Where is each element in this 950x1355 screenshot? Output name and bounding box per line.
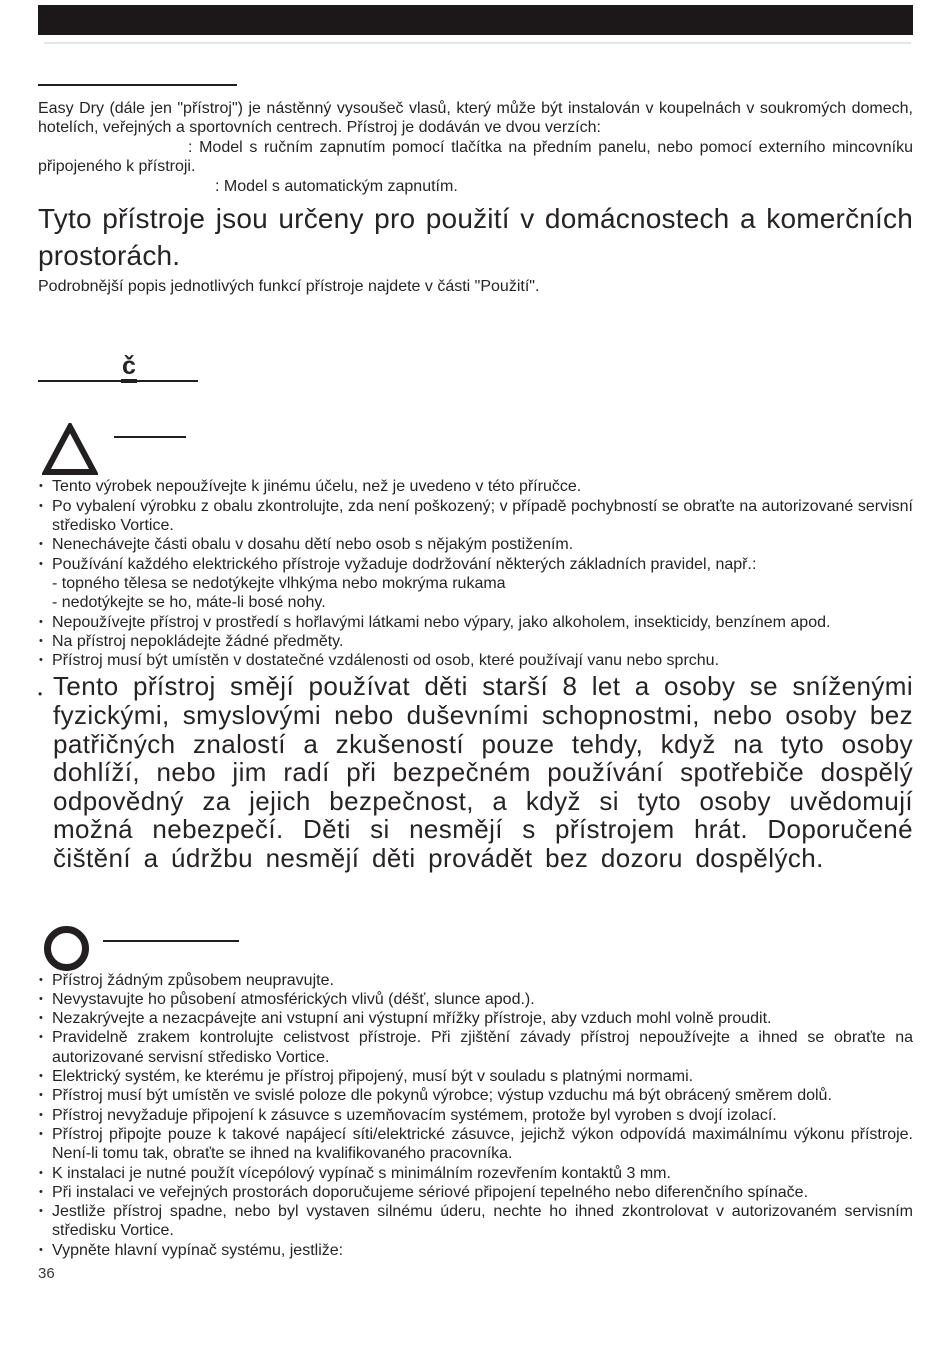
list-item-text: K instalaci je nutné použít vícepólový vypínač s minimálním rozevřením kontaktů 3 mm. — [52, 1164, 671, 1182]
list-subitem: - topného tělesa se nedotýkejte vlhkýma nebo mokrýma rukama — [52, 574, 506, 592]
list-item — [38, 1164, 913, 1183]
safety-heading — [38, 351, 198, 383]
model-auto-line: : Model s automatickým zapnutím. — [215, 177, 458, 195]
list-item — [38, 613, 913, 632]
list-item-text: Používání každého elektrického přístroje vyžaduje dodržování některých základních pravidel, např.: — [52, 555, 757, 573]
prohibition-row — [44, 926, 913, 971]
list-item — [38, 497, 913, 536]
list-item — [38, 990, 913, 1009]
list-item-text: Nepoužívejte přístroj v prostředí s hořlavými látkami nebo výpary, jako alkoholem, insekticidy, benzínem apod. — [52, 613, 831, 631]
list-item-text: Při instalaci ve veřejných prostorách doporučujeme sériové připojení tepelného nebo diferenčního spínače. — [52, 1183, 809, 1201]
list-item-text: Nezakrývejte a nezacpávejte ani vstupní ani výstupní mřížky přístroje, aby vzduch mohl volně proudit. — [52, 1010, 772, 1028]
list-item — [38, 535, 913, 554]
intro-paragraph: Easy Dry (dále jen "přístroj") je nástěnný vysoušeč vlasů, který může být instalován v koupelnách v soukromých domech, hotelích, veřejných a sportovních centrech. Přístroj je dodáván ve dvou verzích: — [38, 100, 913, 137]
list-item — [38, 632, 913, 651]
list-item-text: Tento výrobek nepoužívejte k jinému účelu, než je uvedeno v této příručce. — [52, 478, 582, 496]
header-bar — [38, 5, 913, 35]
safety-heading-fragment: č — [121, 353, 137, 383]
warning-list — [38, 477, 913, 670]
list-item-text: Přístroj musí být umístěn v dostatečné vzdálenosti od osob, které používají vanu nebo sprchu. — [52, 652, 720, 670]
list-item-text: Nenechávejte části obalu v dosahu dětí nebo osob s nějakým postižením. — [52, 536, 574, 554]
list-item — [38, 1202, 913, 1241]
list-item — [38, 1183, 913, 1202]
list-item-text: Přístroj žádným způsobem neupravujte. — [52, 971, 334, 989]
list-item-text: Přístroj nevyžaduje připojení k zásuvce s uzemňovacím systémem, protože byl vyroben s dvojí izolací. — [52, 1106, 777, 1124]
list-item — [38, 1009, 913, 1028]
children-safety-notice: • Tento přístroj smějí používat děti starší 8 let a osoby se sníženými fyzickými, smyslovými nebo duševními schopnostmi, nebo osoby bez patřičných znalostí a zkušeností pouze tehdy, když na tyto osoby dohlíží, nebo jim radí při bezpečném používání spotřebiče dospělý odpovědný za jejich bezpečnost, a když si tyto osoby uvědomují možná nebezpečí. Děti si nesmějí s přístrojem hrát. Doporučené čištění a údržbu nesmějí děti provádět bez dozoru dospělých. — [38, 672, 913, 872]
list-subitem: - nedotýkejte se ho, máte-li bosé nohy. — [52, 594, 326, 612]
list-item-text: Vypněte hlavní vypínač systému, jestliže: — [52, 1241, 344, 1259]
list-item-text: Jestliže přístroj spadne, nebo byl vystaven silnému úderu, nechte ho ihned zkontrolovat v autorizovaném servisním středisku Vortice. — [52, 1203, 913, 1240]
list-item — [38, 1241, 913, 1260]
prohibition-circle-icon — [44, 926, 89, 971]
warning-row — [42, 423, 913, 477]
list-item — [38, 971, 913, 990]
list-item — [38, 1125, 913, 1164]
intended-use-statement: Tyto přístroje jsou určeny pro použití v domácnostech a komerčních prostorách. — [38, 203, 913, 272]
header-divider — [44, 42, 911, 44]
list-item — [38, 555, 913, 613]
functions-note: Podrobnější popis jednotlivých funkcí přístroje najdete v části "Použití". — [38, 278, 540, 296]
section-title-underline — [38, 84, 237, 86]
list-item-text: Přístroj připojte pouze k takové napájecí síti/elektrické zásuvce, jejichž výkon odpovídá maximálnímu výkonu přístroje. Není-li tomu tak, obraťte se ihned na kvalifikovaného pracovníka. — [52, 1125, 913, 1163]
prohibition-list — [38, 971, 913, 1260]
prohibition-label-rule — [103, 940, 239, 942]
list-item-text: Na přístroj nepokládejte žádné předměty. — [52, 632, 344, 650]
safety-heading-underline — [38, 380, 198, 382]
list-item — [38, 1067, 913, 1086]
list-item-text: Po vybalení výrobku z obalu zkontrolujte, zda není poškozený; v případě pochybností se obraťte na autorizované servisní středisko Vortice. — [52, 497, 913, 535]
list-item — [38, 477, 913, 496]
warning-label-rule — [114, 436, 186, 438]
warning-triangle-icon — [42, 423, 98, 477]
list-item-text: Elektrický systém, ke kterému je přístroj připojený, musí být v souladu s platnými normami. — [52, 1068, 694, 1086]
list-item-text: Pravidelně zrakem kontrolujte celistvost přístroje. Při zjištění závady přístroj nepoužívejte a ihned se obraťte na autorizované servisní středisko Vortice. — [52, 1029, 913, 1066]
list-item — [38, 1086, 913, 1105]
list-item-text: Přístroj musí být umístěn ve svislé poloze dle pokynů výrobce; výstup vzduchu má být obrácený směrem dolů. — [52, 1087, 832, 1105]
page-number: 36 — [38, 1265, 55, 1283]
list-item — [38, 1106, 913, 1125]
list-item — [38, 1028, 913, 1067]
list-item-text: Nevystavujte ho působení atmosférických vlivů (déšť, slunce apod.). — [52, 990, 535, 1008]
list-item — [38, 651, 913, 670]
model-manual-line: : Model s ručním zapnutím pomocí tlačítka na předním panelu, nebo pomocí externího mincovníku připojeného k přístroji. — [38, 138, 913, 176]
